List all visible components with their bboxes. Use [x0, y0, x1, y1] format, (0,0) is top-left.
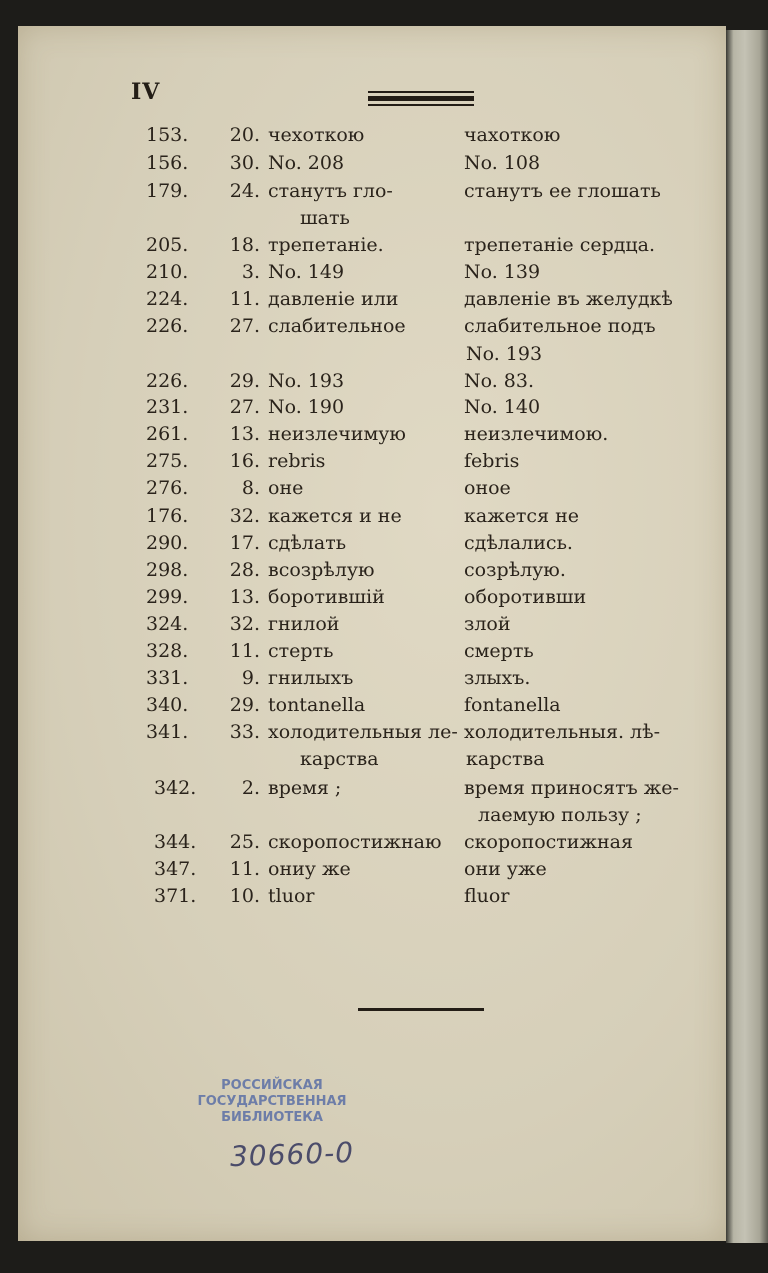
correct-text: сдѣлались.: [464, 532, 573, 554]
correct-text: созрѣлую.: [464, 559, 566, 581]
line-ref: 24.: [229, 180, 260, 202]
correct-text: febris: [464, 450, 520, 472]
page-ref: 176.: [146, 505, 189, 527]
correct-text: холодительныя. лѣ-: [464, 721, 660, 743]
page-ref: 347.: [154, 858, 197, 880]
printed-text: rebris: [268, 450, 326, 472]
correct-text: No. 83.: [464, 370, 535, 392]
line-ref: 27.: [229, 396, 260, 418]
printed-text: tontanella: [268, 694, 366, 716]
page-ref: 153.: [146, 124, 189, 146]
line-ref: 30.: [229, 152, 260, 174]
line-ref: 8.: [241, 477, 260, 499]
errata-row: [0, 885, 768, 913]
correct-text-continuation: No. 193: [466, 343, 543, 365]
errata-row: [0, 396, 768, 424]
correct-text: кажется не: [464, 505, 580, 527]
page-ref: 328.: [146, 640, 189, 662]
page-ref: 179.: [146, 180, 189, 202]
page-ref: 299.: [146, 586, 189, 608]
errata-row: [0, 152, 768, 180]
errata-row: [0, 586, 768, 614]
errata-row: [0, 423, 768, 451]
errata-row: [0, 532, 768, 560]
correct-text: fontanella: [464, 694, 561, 716]
printed-text: гнилой: [268, 613, 340, 635]
errata-row: [0, 505, 768, 533]
errata-row: [0, 858, 768, 886]
page-ref: 156.: [146, 152, 189, 174]
errata-row: [0, 777, 768, 805]
page-ref: 298.: [146, 559, 189, 581]
errata-row: [0, 667, 768, 695]
printed-text-continuation: карства: [300, 748, 379, 770]
printed-text: ониу же: [268, 858, 351, 880]
printed-text: трепетаніе.: [268, 234, 384, 256]
errata-row: [0, 477, 768, 505]
printed-text: No. 208: [268, 152, 345, 174]
stamp-line: РОССИЙСКАЯ: [221, 1078, 323, 1093]
page-number: IV: [131, 79, 161, 105]
printed-text: сдѣлать: [268, 532, 347, 554]
page-ref: 324.: [146, 613, 189, 635]
printed-text: холодительныя ле-: [268, 721, 458, 743]
line-ref: 27.: [229, 315, 260, 337]
library-stamp: [192, 1078, 352, 1126]
errata-row: [0, 180, 768, 208]
printed-text: стерть: [268, 640, 334, 662]
correct-text: No. 139: [464, 261, 541, 283]
line-ref: 32.: [229, 613, 260, 635]
line-ref: 17.: [229, 532, 260, 554]
line-ref: 20.: [229, 124, 260, 146]
errata-row: [0, 694, 768, 722]
errata-row: [0, 370, 768, 398]
stamp-line: БИБЛИОТЕКА: [221, 1110, 323, 1125]
printed-text: tluor: [268, 885, 315, 907]
line-ref: 18.: [229, 234, 260, 256]
page-ref: 275.: [146, 450, 189, 472]
correct-text: слабительное подъ: [464, 315, 656, 337]
page-ref: 205.: [146, 234, 189, 256]
correct-text: время приносятъ же-: [464, 777, 679, 799]
printed-text: скоропостижнаю: [268, 831, 442, 853]
line-ref: 28.: [229, 559, 260, 581]
correct-text: скоропостижная: [464, 831, 633, 853]
page-ref: 224.: [146, 288, 189, 310]
correct-text: злой: [464, 613, 511, 635]
printed-text: чехоткою: [268, 124, 365, 146]
page-ref: 342.: [154, 777, 197, 799]
page-ref: 331.: [146, 667, 189, 689]
printed-text: боротившій: [268, 586, 385, 608]
line-ref: 33.: [229, 721, 260, 743]
errata-row: [0, 261, 768, 289]
page-ref: 226.: [146, 315, 189, 337]
line-ref: 13.: [229, 586, 260, 608]
errata-row: [0, 831, 768, 859]
line-ref: 13.: [229, 423, 260, 445]
correct-text: станутъ ее глошать: [464, 180, 661, 202]
errata-row: [0, 559, 768, 587]
printed-text: станутъ гло-: [268, 180, 393, 202]
correct-text: неизлечимою.: [464, 423, 609, 445]
correct-text: No. 108: [464, 152, 541, 174]
errata-row: [0, 640, 768, 668]
correct-text-continuation: лаемую пользу ;: [478, 804, 642, 826]
printed-text: давленіе или: [268, 288, 399, 310]
line-ref: 9.: [241, 667, 260, 689]
page-ref: 226.: [146, 370, 189, 392]
footer-rule: [358, 1008, 484, 1011]
page-ref: 210.: [146, 261, 189, 283]
correct-text-continuation: карства: [466, 748, 545, 770]
page-ref: 261.: [146, 423, 189, 445]
printed-text: время ;: [268, 777, 342, 799]
page-ref: 371.: [154, 885, 197, 907]
correct-text: злыхъ.: [464, 667, 531, 689]
page-ref: 231.: [146, 396, 189, 418]
printed-text: слабительное: [268, 315, 406, 337]
line-ref: 10.: [229, 885, 260, 907]
line-ref: 29.: [229, 694, 260, 716]
stamp-line: ГОСУДАРСТВЕННАЯ: [197, 1094, 347, 1109]
errata-row: [0, 450, 768, 478]
correct-text: No. 140: [464, 396, 541, 418]
errata-row: [0, 315, 768, 343]
errata-row: [0, 234, 768, 262]
line-ref: 11.: [229, 640, 260, 662]
page-ref: 344.: [154, 831, 197, 853]
line-ref: 3.: [241, 261, 260, 283]
printed-text: всозрѣлую: [268, 559, 375, 581]
page-ref: 276.: [146, 477, 189, 499]
line-ref: 2.: [241, 777, 260, 799]
line-ref: 11.: [229, 858, 260, 880]
printed-text: No. 193: [268, 370, 345, 392]
printed-text: оне: [268, 477, 304, 499]
page-ref: 340.: [146, 694, 189, 716]
line-ref: 16.: [229, 450, 260, 472]
page-ref: 290.: [146, 532, 189, 554]
errata-row: [0, 613, 768, 641]
printed-text: No. 190: [268, 396, 345, 418]
correct-text: они уже: [464, 858, 547, 880]
printed-text-continuation: шать: [300, 207, 350, 229]
errata-row: [0, 288, 768, 316]
errata-row: [0, 124, 768, 152]
printed-text: No. 149: [268, 261, 345, 283]
line-ref: 11.: [229, 288, 260, 310]
errata-row: [0, 721, 768, 749]
page-ref: 341.: [146, 721, 189, 743]
correct-text: чахоткою: [464, 124, 561, 146]
printed-text: кажется и не: [268, 505, 402, 527]
printed-text: гнилыхъ: [268, 667, 354, 689]
correct-text: оборотивши: [464, 586, 587, 608]
correct-text: смерть: [464, 640, 534, 662]
correct-text: оное: [464, 477, 511, 499]
line-ref: 32.: [229, 505, 260, 527]
handwritten-shelfmark: 30660-0: [229, 1135, 355, 1174]
correct-text: давленіе въ желудкѣ: [464, 288, 673, 310]
correct-text: fluor: [464, 885, 510, 907]
line-ref: 29.: [229, 370, 260, 392]
correct-text: трепетаніе сердца.: [464, 234, 656, 256]
line-ref: 25.: [229, 831, 260, 853]
printed-text: неизлечимую: [268, 423, 406, 445]
